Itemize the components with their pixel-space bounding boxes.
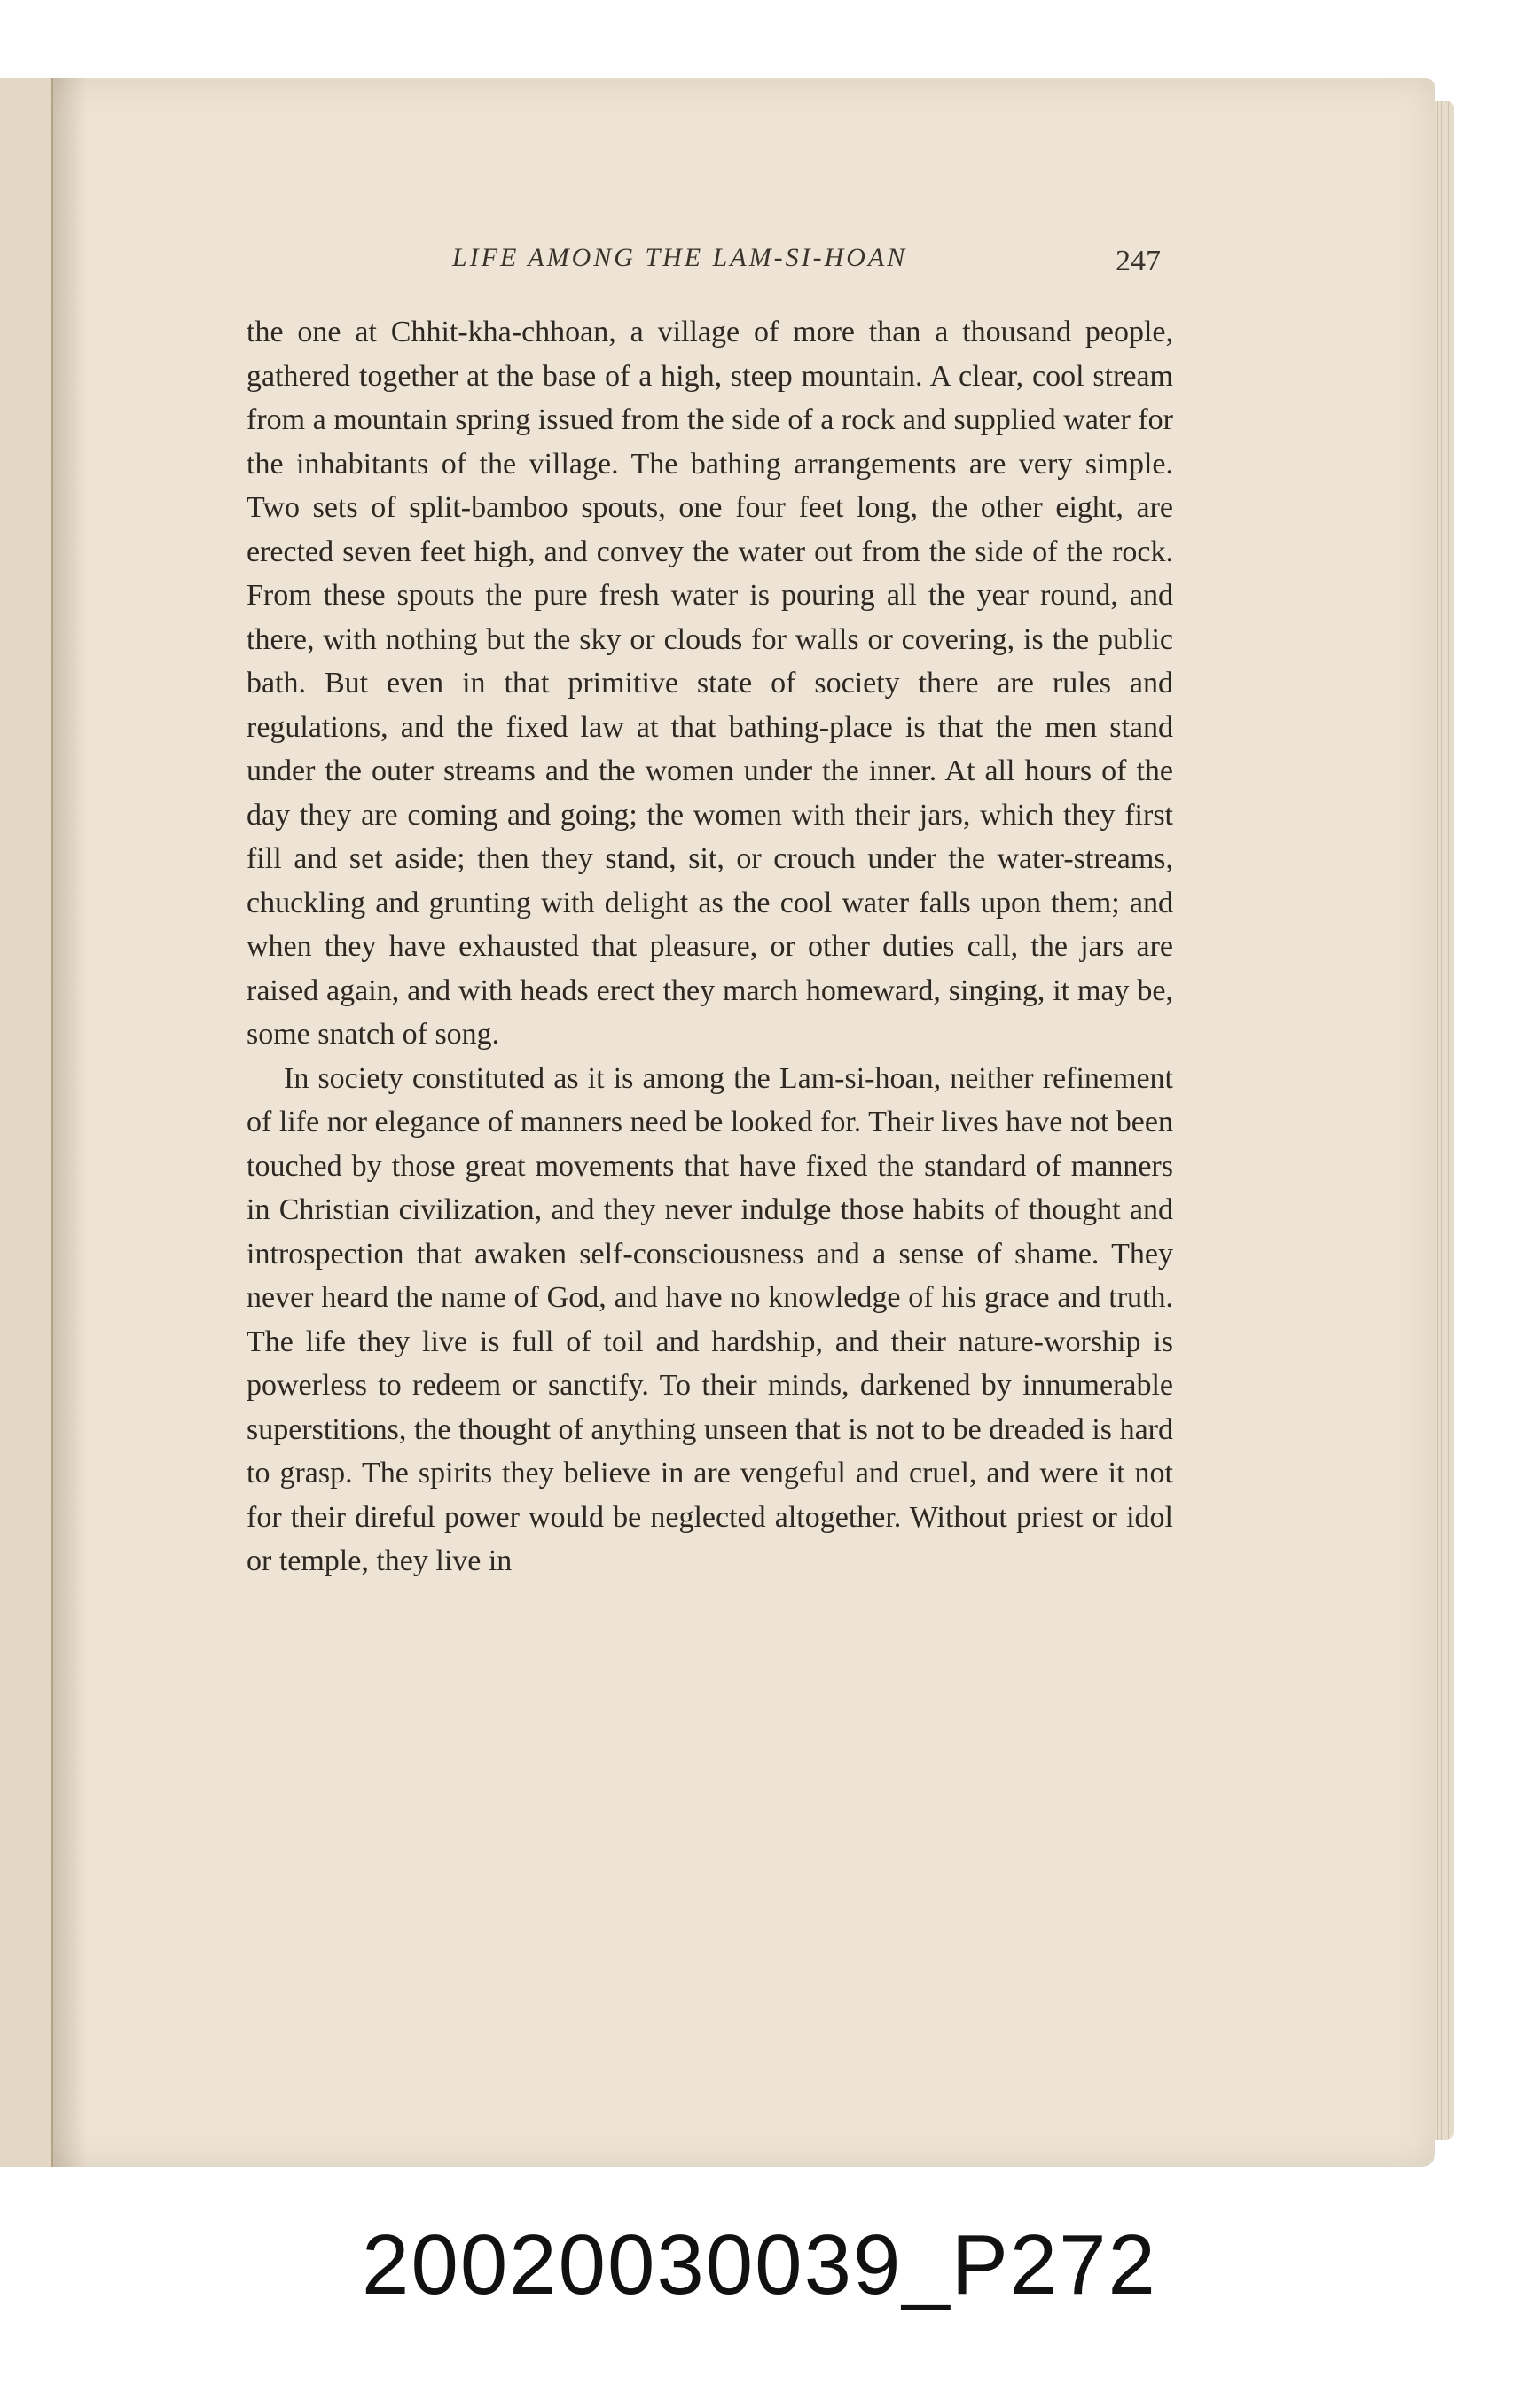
paragraph-1: the one at Chhit-kha-chhoan, a village of more than a thousand people, gathered together at the base of a high, steep mountain. A clear, cool stream from a mountain spring issued from the side of a rock and supplied water for the inhabitants of the village. The bathing arrangements are very simple. Two sets of split-bamboo spouts, one four feet long, the other eight, are erected seven feet high, and convey the water out from the side of the rock. From these spouts the pure fresh water is pouring all the year round, and there, with nothing but the sky or clouds for walls or covering, is the public bath. But even in that primitive state of society there are rules and regulations, and the fixed law at that bathing-place is that the men stand under the outer streams and the women under the inner. At all hours of the day they are coming and going; the women with their jars, which they first fill and set aside; then they stand, sit, or crouch under the water-streams, chuckling and grunting with delight as the cool water falls upon them; and when they have exhausted that pleasure, or other duties call, the jars are raised again, and with heads erect they march homeward, singing, it may be, some snatch of song. [247,316,1173,1051]
catalog-id: 20020030039_P272 [362,2217,1157,2312]
page-number: 247 [1116,245,1161,278]
gutter-shadow [51,78,87,2167]
running-head: LIFE AMONG THE LAM-SI-HOAN [452,243,908,272]
page-edge-layers [1435,101,1454,2140]
body-text [247,310,1173,1583]
left-page-edge [0,78,53,2167]
paragraph-2: In society constituted as it is among the Lam-si-hoan, neither refinement of life nor elegance of manners need be looked for. Their lives have not been touched by those great movements that have fixed the standard of manners in Christian civilization, and they never indulge those habits of thought and introspection that awaken self-consciousness and a sense of shame. They never heard the name of God, and have no knowledge of his grace and truth. The life they live is full of toil and hardship, and their nature-worship is powerless to redeem or sanctify. To their minds, darkened by innumerable superstitions, the thought of anything unseen that is not to be dreaded is hard to grasp. The spirits they believe in are vengeful and cruel, and were it not for their direful power would be neglected altogether. Without priest or idol or temple, they live in [247,1061,1173,1577]
